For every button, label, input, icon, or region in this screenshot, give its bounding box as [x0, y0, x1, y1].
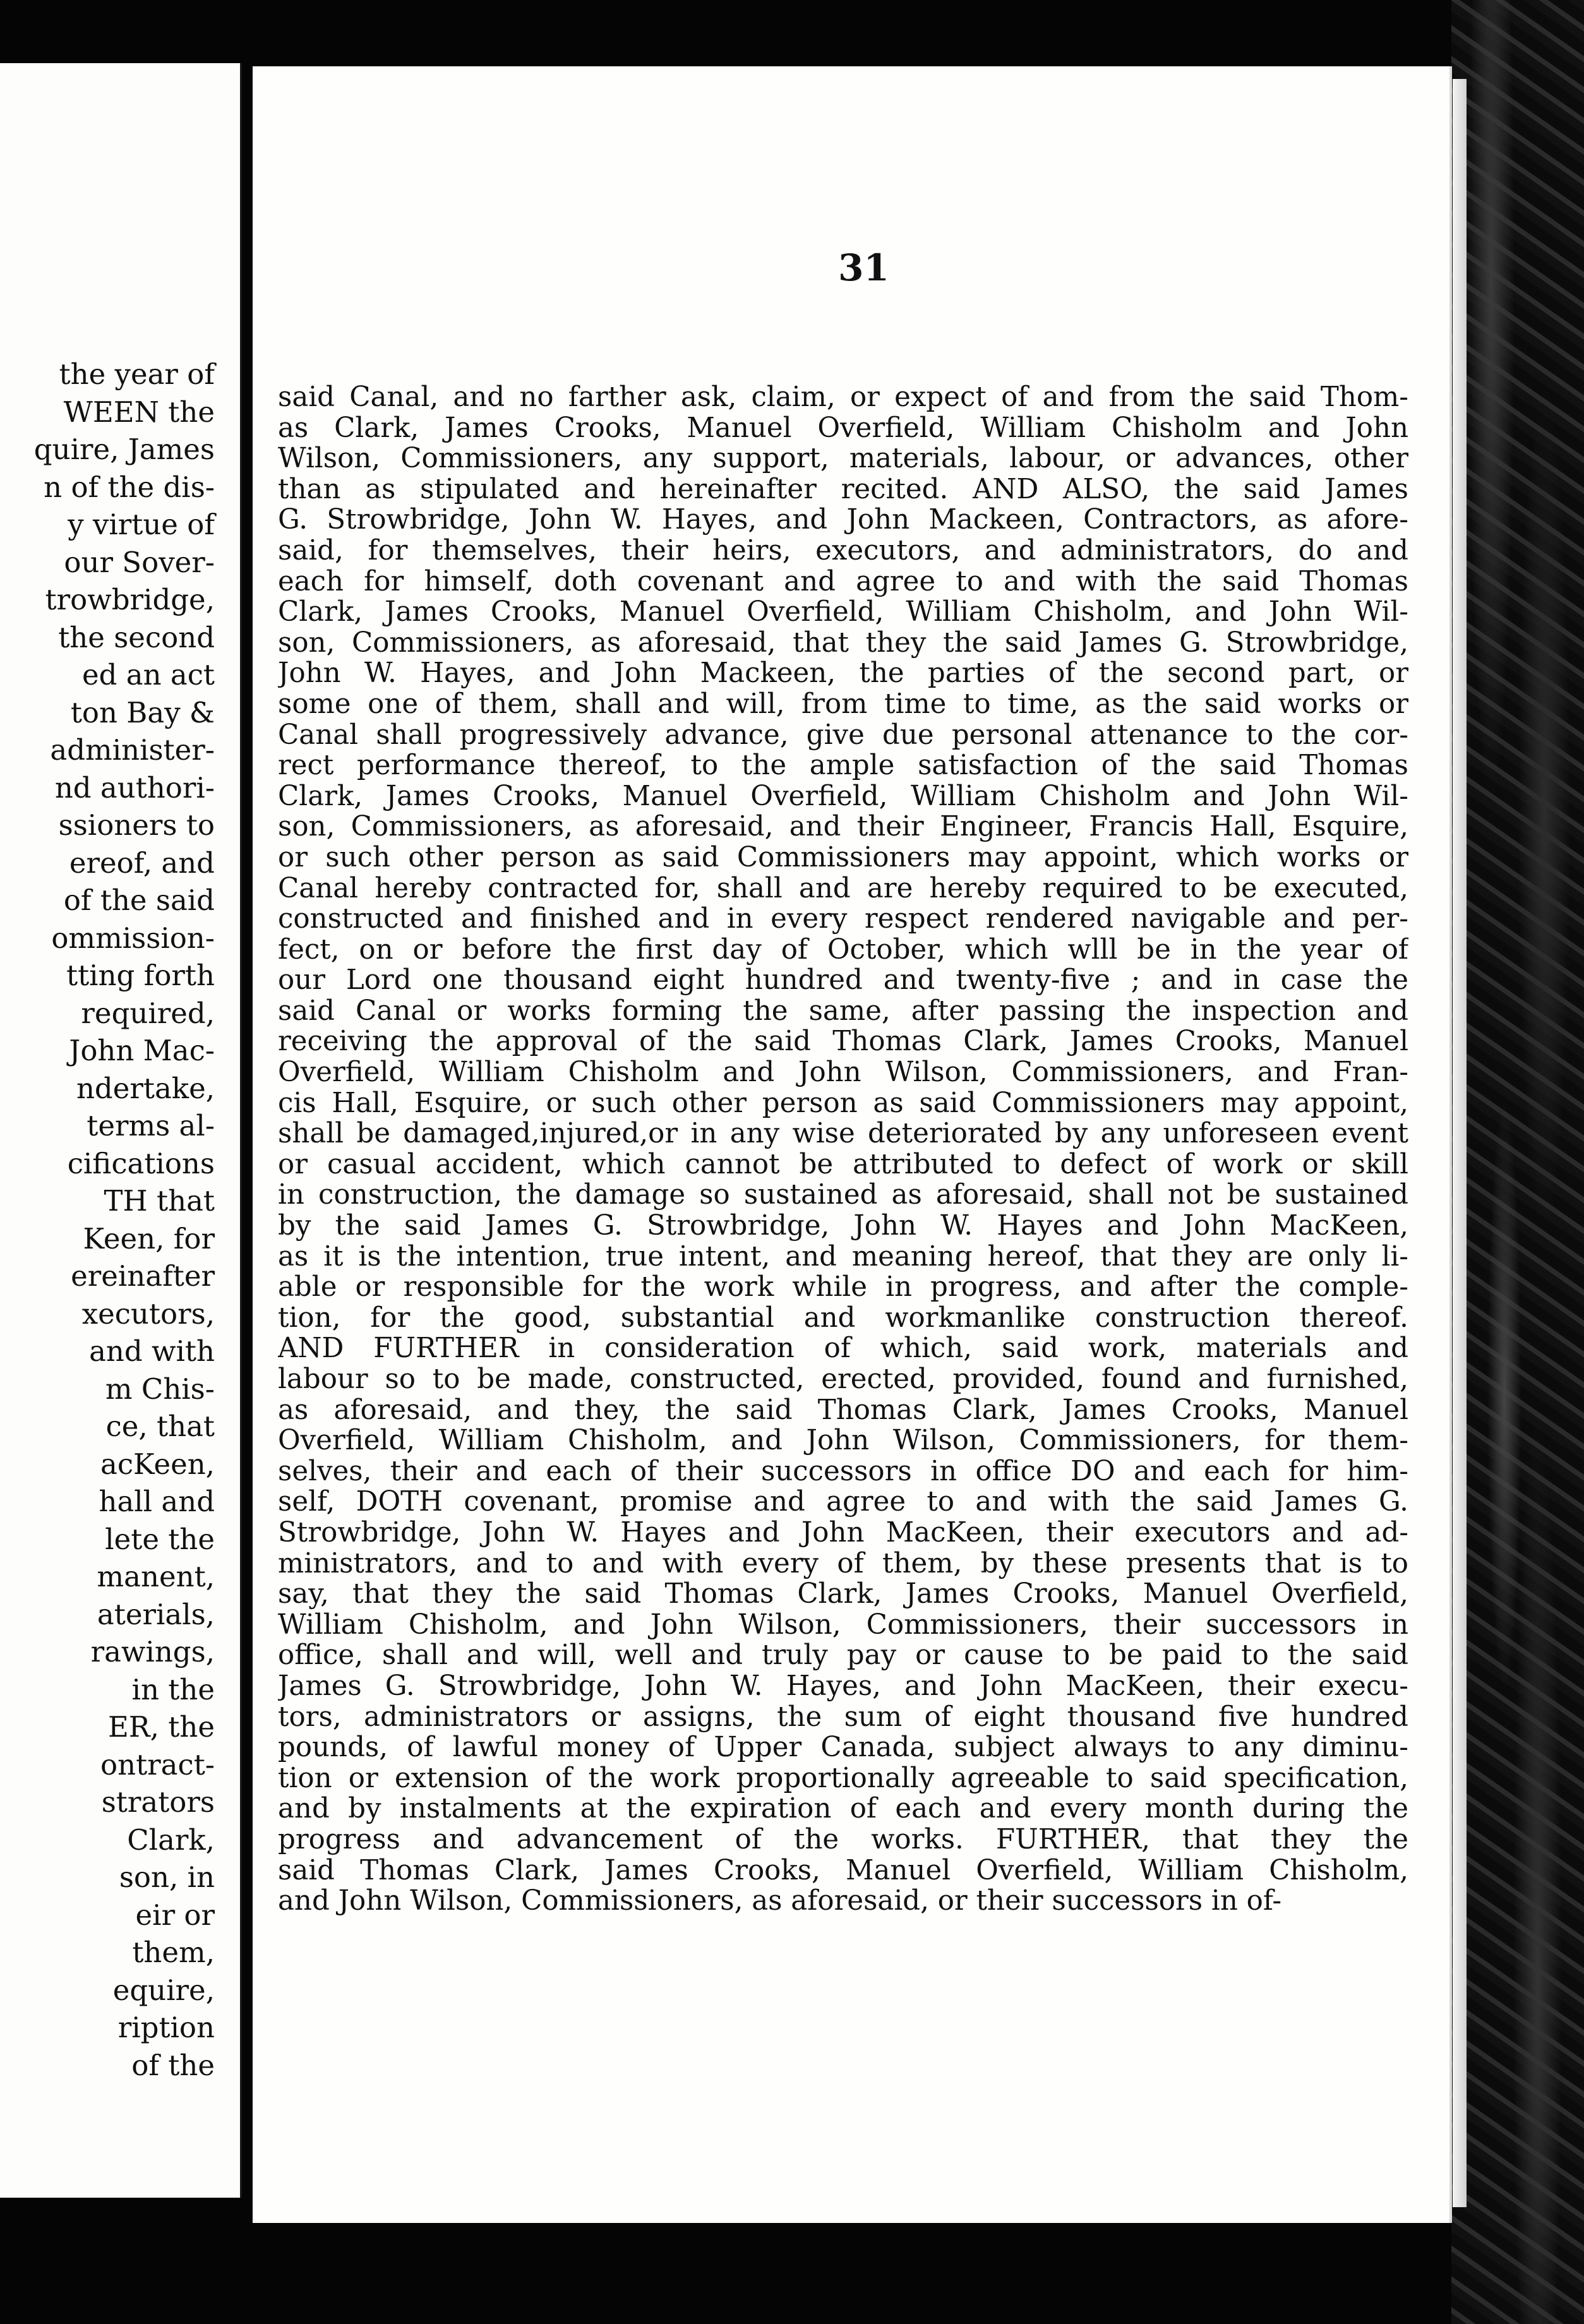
right-page	[253, 66, 1449, 2223]
text-line: by the said James G. Strowbridge, John W. Hayes and John MacKeen,	[278, 1211, 1408, 1242]
text-line: Overfield, William Chisholm, and John Wilson, Commissioners, for them-	[278, 1425, 1408, 1456]
left-text-line: of the	[131, 2048, 215, 2082]
left-text-line: ce, that	[105, 1410, 215, 1443]
text-line: or casual accident, which cannot be attributed to defect of work or skill	[278, 1149, 1408, 1180]
left-text-line: terms al-	[87, 1109, 215, 1142]
left-text-line: ription	[117, 2011, 215, 2044]
left-text-line: TH that	[104, 1184, 215, 1218]
text-line: Overfield, William Chisholm and John Wilson, Commissioners, and Fran-	[278, 1057, 1408, 1088]
text-line: ministrators, and to and with every of them, by these presents that is to	[278, 1548, 1408, 1579]
text-line: our Lord one thousand eight hundred and twenty-five ; and in case the	[278, 965, 1408, 996]
page-edge	[1453, 79, 1467, 2207]
left-text-line: eir or	[135, 1898, 215, 1932]
marbled-cover	[1451, 0, 1584, 2324]
text-line: tion or extension of the work proportionally agreeable to said specification,	[278, 1763, 1408, 1794]
text-line: progress and advancement of the works. FURTHER, that they the	[278, 1824, 1408, 1855]
text-line: receiving the approval of the said Thomas Clark, James Crooks, Manuel	[278, 1026, 1408, 1058]
text-line: say, that they the said Thomas Clark, James Crooks, Manuel Overfield,	[278, 1579, 1408, 1610]
left-text-line: trowbridge,	[45, 583, 215, 616]
left-text-line: required,	[81, 996, 215, 1030]
text-line: self, DOTH covenant, promise and agree to and with the said James G.	[278, 1487, 1408, 1518]
left-text-line: ton Bay &	[70, 695, 215, 729]
left-text-line: xecutors,	[81, 1297, 215, 1331]
text-line: G. Strowbridge, John W. Hayes, and John Mackeen, Contractors, as afore-	[278, 505, 1408, 536]
left-text-line: equire,	[112, 1973, 215, 2007]
left-text-line: ereinafter	[71, 1259, 215, 1293]
left-text-line: ontract-	[100, 1747, 215, 1782]
text-line: than as stipulated and hereinafter recited. AND ALSO, the said James	[278, 474, 1408, 505]
page-number: 31	[838, 246, 889, 289]
text-line: son, Commissioners, as aforesaid, that they the said James G. Strowbridge,	[278, 627, 1408, 659]
left-text-line: the second	[58, 620, 215, 654]
text-line: cis Hall, Esquire, or such other person as said Commissioners may appoint,	[278, 1087, 1408, 1119]
left-text-line: of the said	[63, 883, 215, 917]
text-line: each for himself, doth covenant and agree to and with the said Thomas	[278, 566, 1408, 597]
text-line: selves, their and each of their successors in office DO and each for him-	[278, 1456, 1408, 1487]
left-text-line: rawings,	[90, 1635, 215, 1668]
text-line: some one of them, shall and will, from time to time, as the said works or	[278, 688, 1408, 720]
left-text-line: them,	[132, 1936, 215, 1969]
text-line: in construction, the damage so sustained as aforesaid, shall not be sustained	[278, 1180, 1408, 1211]
left-text-line: administer-	[50, 733, 215, 767]
text-line: James G. Strowbridge, John W. Hayes, and John MacKeen, their execu-	[278, 1670, 1408, 1702]
left-text-line: quire, James	[33, 433, 215, 466]
text-line: rect performance thereof, to the ample satisfaction of the said Thomas	[278, 750, 1408, 781]
text-line: able or responsible for the work while in progress, and after the comple-	[278, 1272, 1408, 1303]
text-line: said Thomas Clark, James Crooks, Manuel Overfield, William Chisholm,	[278, 1855, 1408, 1886]
text-line: tion, for the good, substantial and workmanlike construction thereof.	[278, 1302, 1408, 1334]
text-line: constructed and finished and in every respect rendered navigable and per-	[278, 904, 1408, 935]
text-line: said Canal, and no farther ask, claim, or expect of and from the said Thom-	[278, 382, 1408, 413]
text-line: son, Commissioners, as aforesaid, and their Engineer, Francis Hall, Esquire,	[278, 812, 1408, 842]
text-line: Wilson, Commissioners, any support, materials, labour, or advances, other	[278, 443, 1408, 474]
text-line: fect, on or before the first day of October, which wlll be in the year of	[278, 934, 1408, 966]
text-line: Clark, James Crooks, Manuel Overfield, William Chisholm, and John Wil-	[278, 597, 1408, 628]
text-line: tors, administrators or assigns, the sum of eight thousand five hundred	[278, 1701, 1408, 1733]
left-text-line: Keen, for	[83, 1221, 215, 1255]
text-line: Clark, James Crooks, Manuel Overfield, William Chisholm and John Wil-	[278, 781, 1408, 812]
left-text-line: in the	[131, 1672, 215, 1706]
left-text-line: ssioners to	[58, 808, 215, 842]
left-text-line: son, in	[119, 1860, 215, 1894]
left-text-line: and with	[89, 1334, 215, 1368]
text-line: shall be damaged,injured,or in any wise deteriorated by any unforeseen event	[278, 1118, 1408, 1149]
left-text-line: WEEN the	[63, 395, 215, 429]
text-line: as Clark, James Crooks, Manuel Overfield, William Chisholm and John	[278, 412, 1408, 444]
text-line: John W. Hayes, and John Mackeen, the parties of the second part, or	[278, 658, 1408, 689]
left-text-line: lete the	[105, 1522, 215, 1556]
text-line: labour so to be made, constructed, erected, provided, found and furnished,	[278, 1364, 1408, 1395]
text-line: AND FURTHER in consideration of which, said work, materials and	[278, 1333, 1408, 1364]
text-line: and by instalments at the expiration of each and every month during the	[278, 1794, 1408, 1824]
text-line: as aforesaid, and they, the said Thomas Clark, James Crooks, Manuel	[278, 1394, 1408, 1426]
text-line: Canal hereby contracted for, shall and are hereby required to be executed,	[278, 873, 1408, 904]
left-text-line: our Sover-	[64, 545, 215, 579]
left-text-line: ereof, and	[69, 846, 215, 880]
text-line: Strowbridge, John W. Hayes and John MacKeen, their executors and ad-	[278, 1517, 1408, 1548]
left-text-line: cifications	[67, 1146, 215, 1180]
left-text-line: ER, the	[107, 1710, 215, 1744]
left-text-line: the year of	[59, 357, 215, 391]
left-text-line: nd authori-	[54, 770, 215, 805]
left-text-line: manent,	[97, 1560, 215, 1593]
left-text-line: hall and	[99, 1485, 215, 1518]
left-text-line: ndertake,	[76, 1071, 215, 1105]
left-page-fragment	[0, 63, 242, 2198]
left-text-line: John Mac-	[69, 1034, 215, 1067]
left-text-line: ed an act	[82, 658, 215, 692]
left-text-line: n of the dis-	[44, 470, 215, 504]
left-text-line: tting forth	[66, 959, 215, 992]
text-line: said, for themselves, their heirs, executors, and administrators, do and	[278, 535, 1408, 566]
left-text-line: aterials,	[97, 1597, 215, 1631]
left-text-line: m Chis-	[105, 1372, 215, 1406]
left-text-line: acKeen,	[100, 1447, 215, 1481]
left-text-line: Clark,	[127, 1823, 215, 1857]
text-line: office, shall and will, well and truly pay or cause to be paid to the said	[278, 1640, 1408, 1671]
text-line: and John Wilson, Commissioners, as aforesaid, or their successors in of-	[278, 1886, 1282, 1917]
text-line: William Chisholm, and John Wilson, Commissioners, their successors in	[278, 1609, 1408, 1641]
left-text-line: strators	[101, 1785, 215, 1819]
text-line: Canal shall progressively advance, give due personal attenance to the cor-	[278, 719, 1408, 751]
left-text-line: ommission-	[51, 921, 215, 955]
text-line: as it is the intention, true intent, and meaning hereof, that they are only li-	[278, 1241, 1408, 1273]
body-text	[278, 382, 1408, 1917]
text-line: or such other person as said Commissioners may appoint, which works or	[278, 842, 1408, 873]
text-line: said Canal or works forming the same, after passing the inspection and	[278, 995, 1408, 1027]
left-text-line: y virtue of	[68, 508, 215, 541]
text-line: pounds, of lawful money of Upper Canada, subject always to any diminu-	[278, 1732, 1408, 1763]
